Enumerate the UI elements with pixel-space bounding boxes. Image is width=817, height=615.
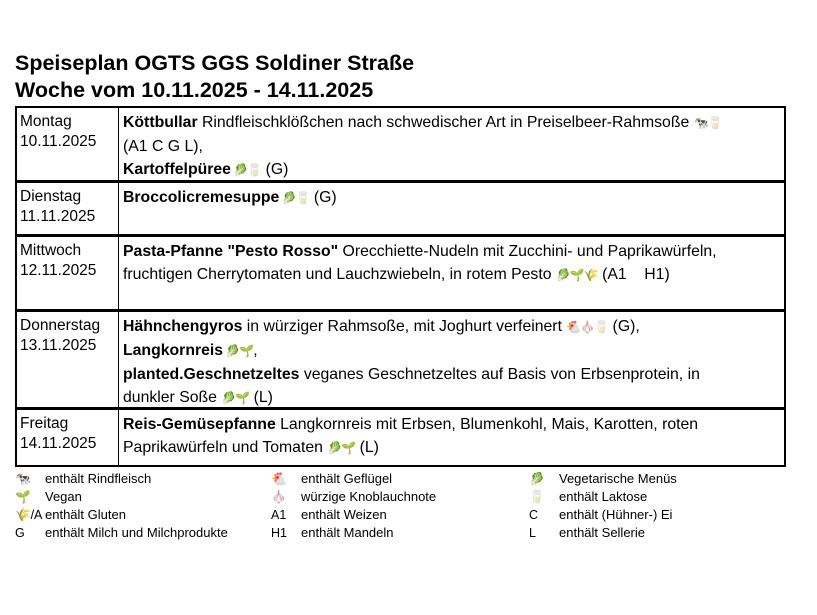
day-cell — [17, 410, 119, 465]
title-week: Woche vom 10.11.2025 - 14.11.2025 — [15, 78, 374, 102]
legend-item-garlic — [271, 488, 529, 506]
day-name: Montag — [20, 113, 72, 130]
allergen-codes: (L) — [249, 389, 273, 406]
legend-item-gluten — [15, 506, 271, 524]
allergen-codes: (G) — [261, 161, 289, 178]
menu-row-friday — [17, 410, 784, 465]
legend-code: L — [529, 526, 536, 540]
day-cell — [17, 108, 119, 180]
legend-label: enthält Milch und Milchprodukte — [45, 525, 228, 540]
legend-item-egg — [529, 506, 755, 524]
dish-name: planted.Geschnetzeltes — [123, 366, 300, 383]
legend-code: C — [529, 508, 539, 522]
vegetarian-milk-icons: 🥬🥛 — [279, 191, 310, 205]
separator-comma: , — [253, 342, 258, 359]
legend-code: G — [15, 526, 25, 540]
legend-item-milk — [15, 524, 271, 542]
vegetarian-vegan-icons: 🥬🌱 — [327, 441, 356, 455]
dish-description: Orecchiette-Nudeln mit Zucchini- und Paprikawürfeln, — [338, 243, 717, 260]
dish-description: Langkornreis mit Erbsen, Blumenkohl, Mais, Karotten, roten — [275, 416, 699, 433]
day-date: 10.11.2025 — [20, 133, 97, 150]
legend-code: H1 — [271, 526, 287, 540]
dish-description: veganes Geschnetzeltes auf Basis von Erbsenprotein, in — [299, 366, 700, 383]
allergen-codes: (A1 H1) — [597, 266, 670, 283]
day-name: Mittwoch — [20, 242, 82, 259]
day-cell — [17, 183, 119, 234]
milk-icon: 🥛 — [529, 490, 545, 504]
legend — [15, 470, 755, 542]
legend-item-vegan — [15, 488, 271, 506]
poultry-garlic-milk-icons: 🐔🧄🥛 — [566, 320, 609, 334]
poultry-icon: 🐔 — [271, 472, 287, 486]
day-name: Dienstag — [20, 188, 82, 205]
menu-row-monday — [17, 108, 784, 183]
menu-title — [15, 50, 414, 104]
dish-description: Paprikawürfeln und Tomaten — [123, 439, 328, 456]
allergen-codes: (G) — [309, 189, 337, 206]
dish-name: Köttbullar — [123, 114, 198, 131]
legend-label: Vegan — [45, 489, 82, 504]
vegetarian-vegan-icons: 🥬🌱 — [221, 391, 250, 405]
dish-cell — [119, 312, 784, 407]
dish-description: fruchtigen Cherrytomaten und Lauchzwiebeln, in rotem Pesto — [123, 266, 556, 283]
legend-label: enthält Rindfleisch — [45, 471, 152, 486]
legend-item-almonds — [271, 524, 529, 542]
wheat-icon: 🌾/A — [15, 508, 43, 522]
legend-label: Vegetarische Menüs — [559, 471, 677, 486]
dish-cell — [119, 237, 784, 309]
legend-label: enthält (Hühner-) Ei — [559, 507, 673, 522]
menu-row-thursday — [17, 312, 784, 410]
allergen-codes: (G), — [608, 318, 640, 335]
day-date: 11.11.2025 — [20, 208, 96, 225]
day-date: 13.11.2025 — [20, 337, 97, 354]
day-cell — [17, 312, 119, 407]
beef-milk-icons: 🐄🥛 — [693, 116, 722, 130]
menu-table — [15, 106, 786, 467]
legend-label: enthält Laktose — [559, 489, 648, 504]
vegetarian-vegan-icons: 🥬🌱 — [223, 344, 254, 358]
dish-name: Kartoffelpüree — [123, 161, 231, 178]
legend-item-vegetarian — [529, 470, 755, 488]
dish-description: Rindfleischklößchen nach schwedischer Art in Preiselbeer-Rahmsoße — [197, 114, 694, 131]
dish-cell — [119, 108, 784, 180]
menu-row-tuesday — [17, 183, 784, 237]
beef-icon: 🐄 — [15, 472, 31, 486]
dish-name: Pasta-Pfanne "Pesto Rosso" — [123, 243, 339, 260]
dish-cell — [119, 183, 784, 234]
vegetarian-icon: 🥬 — [529, 472, 545, 486]
legend-code: A1 — [271, 508, 287, 522]
allergen-codes: (A1 C G L), — [123, 138, 203, 155]
legend-item-celery — [529, 524, 755, 542]
dish-description: dunkler Soße — [123, 389, 222, 406]
legend-label: würzige Knoblauchnote — [301, 489, 437, 504]
day-name: Freitag — [20, 415, 69, 432]
menu-row-wednesday — [17, 237, 784, 312]
dish-description: in würziger Rahmsoße, mit Joghurt verfeinert — [242, 318, 567, 335]
vegetarian-milk-icons: 🥬🥛 — [230, 163, 262, 177]
dish-name: Hähnchengyros — [123, 318, 243, 335]
legend-label: enthält Weizen — [301, 507, 387, 522]
legend-item-lactose — [529, 488, 755, 506]
legend-label: enthält Gluten — [45, 507, 126, 522]
vegan-icon: 🌱 — [15, 490, 31, 504]
dish-name: Reis-Gemüsepfanne — [123, 416, 276, 433]
title-school: Speiseplan OGTS GGS Soldiner Straße — [15, 51, 415, 75]
dish-cell — [119, 410, 784, 465]
legend-item-wheat — [271, 506, 529, 524]
legend-item-beef — [15, 470, 271, 488]
allergen-codes: (L) — [355, 439, 379, 456]
legend-label: enthält Mandeln — [301, 525, 394, 540]
legend-item-poultry — [271, 470, 529, 488]
dish-name: Broccolicremesuppe — [123, 189, 280, 206]
garlic-icon: 🧄 — [271, 490, 287, 504]
day-cell — [17, 237, 119, 309]
dish-name: Langkornreis — [123, 342, 224, 359]
day-date: 14.11.2025 — [20, 435, 97, 452]
day-date: 12.11.2025 — [20, 262, 97, 279]
day-name: Donnerstag — [20, 317, 101, 334]
legend-label: enthält Geflügel — [301, 471, 393, 486]
legend-label: enthält Sellerie — [559, 525, 645, 540]
vegetarian-vegan-gluten-icons: 🥬🌱🌾 — [555, 268, 598, 282]
